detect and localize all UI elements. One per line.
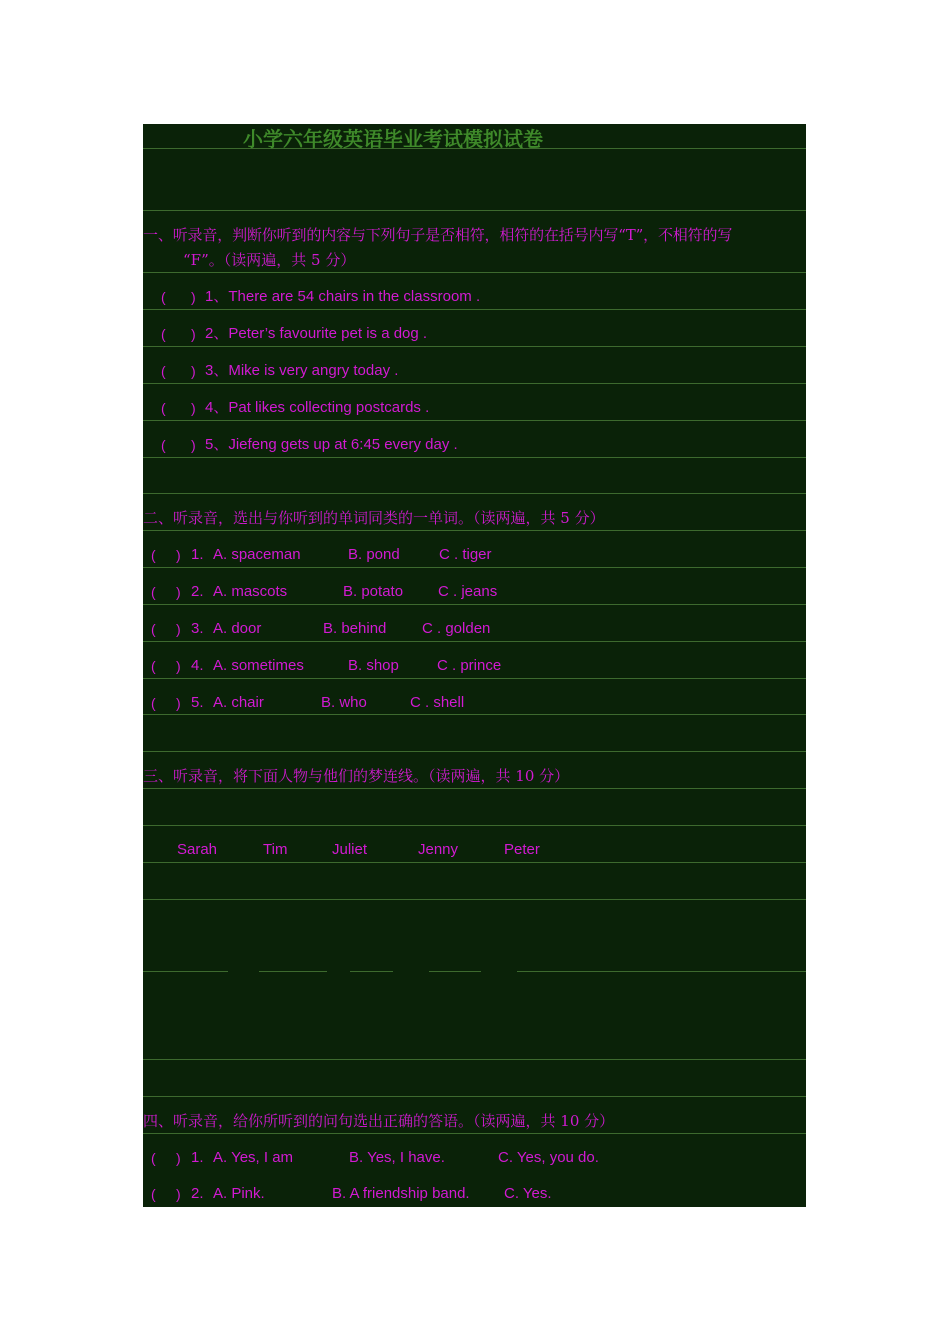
answer-paren-close: ) — [176, 547, 181, 563]
answer-paren-close: ) — [191, 437, 196, 453]
answer-paren-open: ( — [161, 289, 166, 305]
answer-paren-open: ( — [151, 695, 156, 711]
option-c: C. Yes, you do. — [498, 1149, 599, 1166]
row-rule — [143, 678, 806, 679]
answer-paren-open: ( — [151, 1186, 156, 1202]
match-line-segment — [429, 971, 481, 972]
answer-paren-open: ( — [151, 1150, 156, 1166]
row-rule — [143, 530, 806, 531]
answer-paren-close: ) — [176, 1186, 181, 1202]
option-a: A. mascots — [213, 583, 288, 600]
row-rule — [143, 788, 806, 789]
answer-paren-open: ( — [161, 363, 166, 379]
option-a: A. chair — [213, 694, 264, 711]
row-rule — [143, 309, 806, 310]
option-c: C . golden — [422, 620, 491, 637]
question-number: 2. — [191, 583, 204, 600]
row-rule — [143, 751, 806, 752]
answer-paren-close: ) — [191, 326, 196, 342]
option-a: A. Yes, I am — [213, 1149, 294, 1166]
option-a: A. spaceman — [213, 546, 301, 563]
section1-item: 5、Jiefeng gets up at 6:45 every day . — [205, 436, 458, 453]
section3-heading: 三、听录音，将下面人物与他们的梦连线。（读两遍，共 10 分） — [143, 767, 570, 785]
row-rule — [143, 210, 806, 211]
option-c: C . prince — [437, 657, 502, 674]
section1-item: 2、Peter’s favourite pet is a dog . — [205, 325, 428, 342]
option-b: B. potato — [343, 583, 404, 600]
answer-paren-close: ) — [191, 363, 196, 379]
page-title: 小学六年级英语毕业考试模拟试卷 — [243, 127, 543, 151]
person-name: Peter — [504, 841, 540, 858]
answer-paren-open: ( — [151, 658, 156, 674]
match-line-segment — [259, 971, 327, 972]
match-line-segment — [350, 971, 393, 972]
match-line-segment — [143, 971, 228, 972]
row-rule — [143, 346, 806, 347]
row-rule — [143, 1059, 806, 1060]
row-rule — [143, 1096, 806, 1097]
question-number: 3. — [191, 620, 204, 637]
option-c: C . tiger — [439, 546, 492, 563]
answer-paren-close: ) — [191, 289, 196, 305]
person-name: Tim — [263, 841, 288, 858]
section1-item: 3、Mike is very angry today . — [205, 362, 399, 379]
question-number: 5. — [191, 694, 204, 711]
option-b: B. Yes, I have. — [349, 1149, 445, 1166]
option-c: C . jeans — [438, 583, 498, 600]
section1-item: 1、There are 54 chairs in the classroom . — [205, 288, 481, 305]
question-number: 1. — [191, 546, 204, 563]
question-number: 1. — [191, 1149, 204, 1166]
option-b: B. who — [321, 694, 367, 711]
row-rule — [143, 899, 806, 900]
answer-paren-open: ( — [161, 400, 166, 416]
option-a: A. sometimes — [213, 657, 304, 674]
answer-paren-open: ( — [161, 326, 166, 342]
person-name: Juliet — [332, 841, 368, 858]
answer-paren-open: ( — [161, 437, 166, 453]
row-rule — [143, 493, 806, 494]
person-name: Sarah — [177, 841, 218, 858]
option-b: B. behind — [323, 620, 387, 637]
answer-paren-close: ) — [176, 1150, 181, 1166]
row-rule — [143, 383, 806, 384]
answer-paren-close: ) — [176, 658, 181, 674]
answer-paren-open: ( — [151, 547, 156, 563]
person-name: Jenny — [418, 841, 459, 858]
row-rule — [143, 862, 806, 863]
option-b: B. pond — [348, 546, 400, 563]
row-rule — [143, 420, 806, 421]
row-rule — [143, 641, 806, 642]
row-rule — [143, 1133, 806, 1134]
row-rule — [143, 567, 806, 568]
row-rule — [143, 604, 806, 605]
row-rule — [143, 457, 806, 458]
section1-heading: 一、听录音，判断你听到的内容与下列句子是否相符，相符的在括号内写“T”，不相符的写 — [143, 226, 733, 244]
question-number: 2. — [191, 1185, 204, 1202]
option-b: B. A friendship band. — [332, 1185, 470, 1202]
question-number: 4. — [191, 657, 204, 674]
match-line-segment — [517, 971, 806, 972]
section4-heading: 四、听录音，给你所听到的问句选出正确的答语。（读两遍，共 10 分） — [143, 1112, 615, 1130]
section2-heading: 二、听录音，选出与你听到的单词同类的一单词。（读两遍，共 5 分） — [143, 509, 605, 527]
answer-paren-open: ( — [151, 584, 156, 600]
option-c: C . shell — [410, 694, 465, 711]
section1-heading-cont: “F”。（读两遍，共 5 分） — [183, 251, 356, 269]
answer-paren-close: ) — [176, 621, 181, 637]
row-rule — [143, 272, 806, 273]
option-c: C. Yes. — [504, 1185, 552, 1202]
option-a: A. door — [213, 620, 262, 637]
answer-paren-open: ( — [151, 621, 156, 637]
answer-paren-close: ) — [176, 695, 181, 711]
exam-sheet — [143, 124, 806, 1207]
option-b: B. shop — [348, 657, 399, 674]
answer-paren-close: ) — [191, 400, 196, 416]
section1-item: 4、Pat likes collecting postcards . — [205, 399, 430, 416]
answer-paren-close: ) — [176, 584, 181, 600]
row-rule — [143, 714, 806, 715]
option-a: A. Pink. — [213, 1185, 265, 1202]
row-rule — [143, 825, 806, 826]
